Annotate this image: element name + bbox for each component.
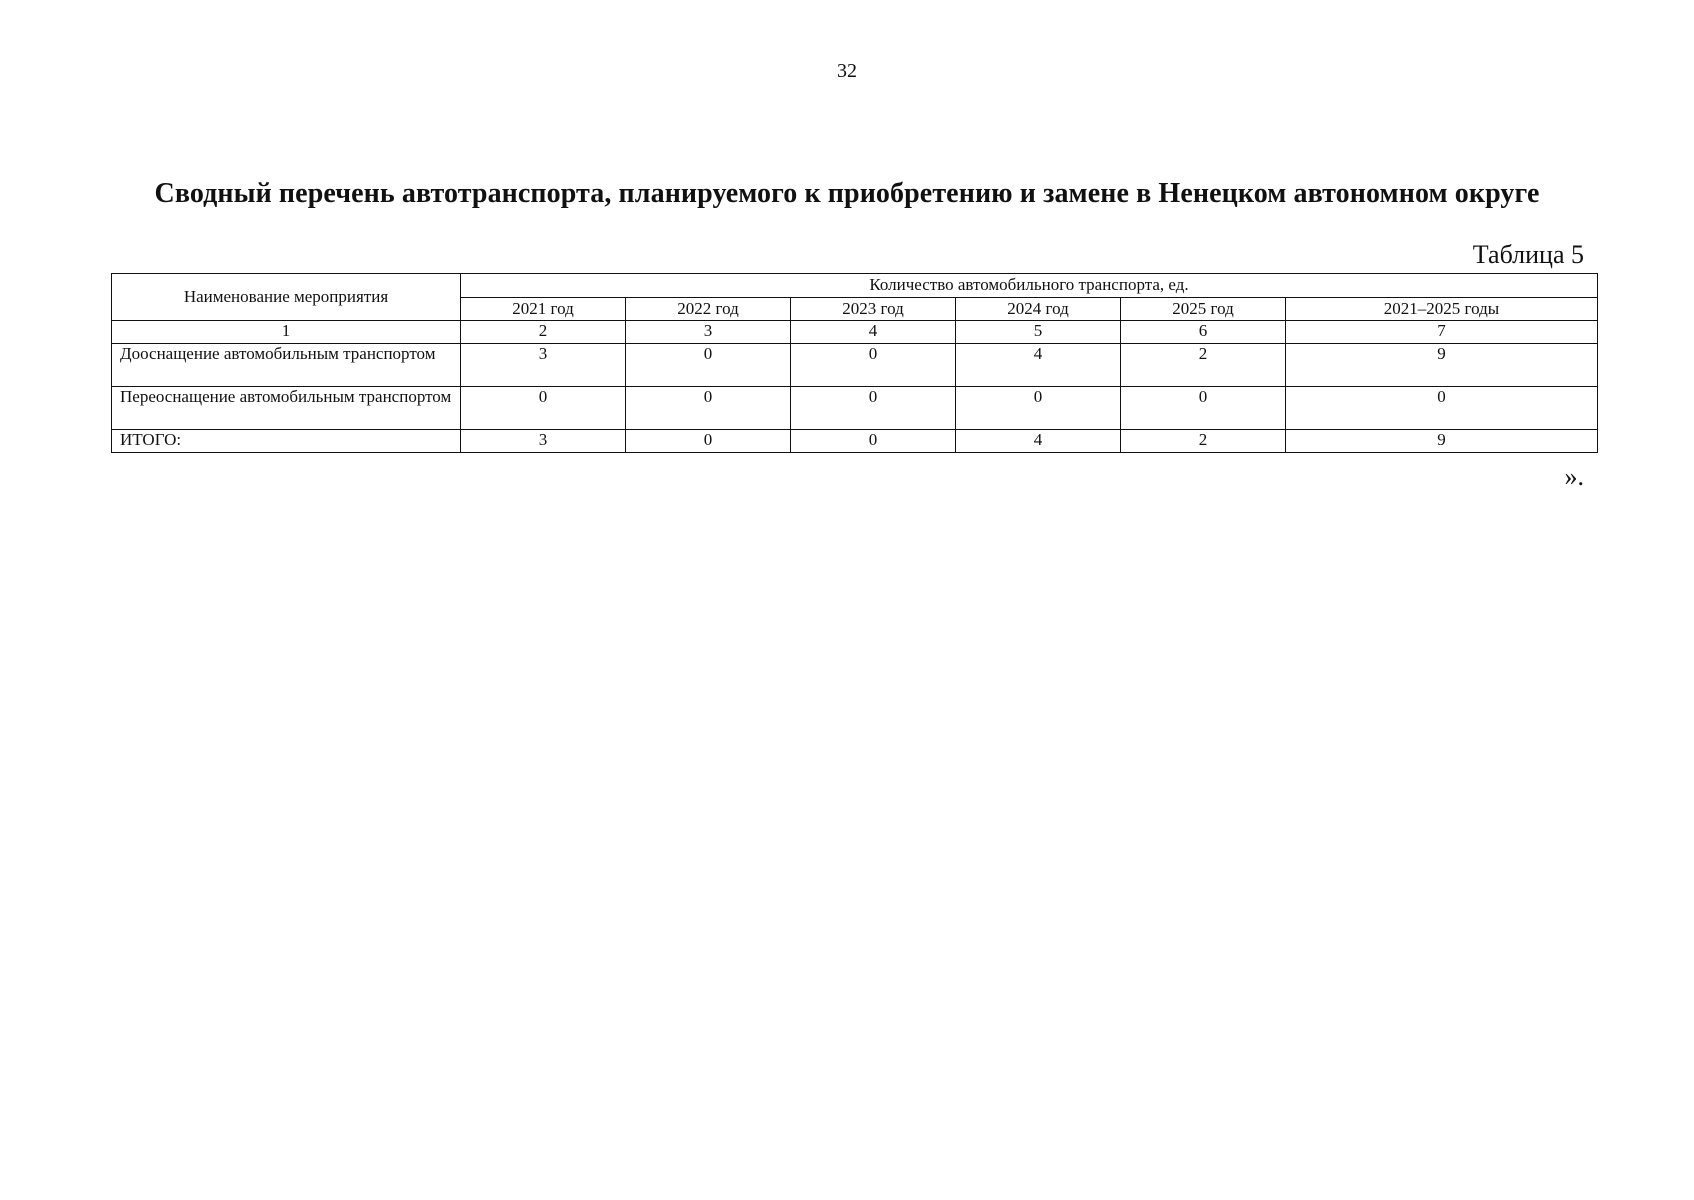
- total-value: 3: [461, 430, 626, 453]
- table-label: Таблица 5: [1472, 240, 1584, 269]
- total-value: 9: [1286, 430, 1598, 453]
- column-number: 4: [791, 321, 956, 344]
- total-value: 4: [956, 430, 1121, 453]
- total-value: 0: [791, 430, 956, 453]
- header-years-total: 2021–2025 годы: [1286, 297, 1598, 321]
- cell-value: 0: [791, 344, 956, 387]
- header-row-top: [112, 274, 1598, 298]
- cell-value: 0: [461, 387, 626, 430]
- header-year-2021: 2021 год: [461, 297, 626, 321]
- cell-value: 4: [956, 344, 1121, 387]
- header-year-2025: 2025 год: [1121, 297, 1286, 321]
- closing-quote-mark: ».: [1564, 462, 1584, 491]
- header-year-2024: 2024 год: [956, 297, 1121, 321]
- column-number: 6: [1121, 321, 1286, 344]
- cell-value: 0: [956, 387, 1121, 430]
- column-number: 3: [626, 321, 791, 344]
- header-year-2023: 2023 год: [791, 297, 956, 321]
- column-number: 7: [1286, 321, 1598, 344]
- page-number: 32: [837, 60, 857, 82]
- cell-value: 0: [1121, 387, 1286, 430]
- cell-value: 3: [461, 344, 626, 387]
- column-number: 5: [956, 321, 1121, 344]
- table-row: [112, 387, 1598, 430]
- cell-value: 0: [626, 344, 791, 387]
- cell-value: 2: [1121, 344, 1286, 387]
- header-quantity-group: Количество автомобильного транспорта, ед.: [461, 274, 1598, 298]
- cell-value: 0: [791, 387, 956, 430]
- total-label: ИТОГО:: [112, 430, 461, 453]
- total-value: 0: [626, 430, 791, 453]
- total-value: 2: [1121, 430, 1286, 453]
- table-row: [112, 344, 1598, 387]
- document-title: Сводный перечень автотранспорта, планируемого к приобретению и замене в Ненецком автономном округе: [154, 178, 1540, 209]
- cell-value: 0: [1286, 387, 1598, 430]
- column-number: 2: [461, 321, 626, 344]
- summary-table: [111, 273, 1598, 453]
- cell-value: 0: [626, 387, 791, 430]
- cell-value: 9: [1286, 344, 1598, 387]
- total-row: [112, 430, 1598, 453]
- header-year-2022: 2022 год: [626, 297, 791, 321]
- header-name-column: Наименование мероприятия: [112, 274, 461, 321]
- row-name: Переоснащение автомобильным транспортом: [112, 387, 461, 430]
- column-number: 1: [112, 321, 461, 344]
- column-number-row: [112, 321, 1598, 344]
- row-name: Дооснащение автомобильным транспортом: [112, 344, 461, 387]
